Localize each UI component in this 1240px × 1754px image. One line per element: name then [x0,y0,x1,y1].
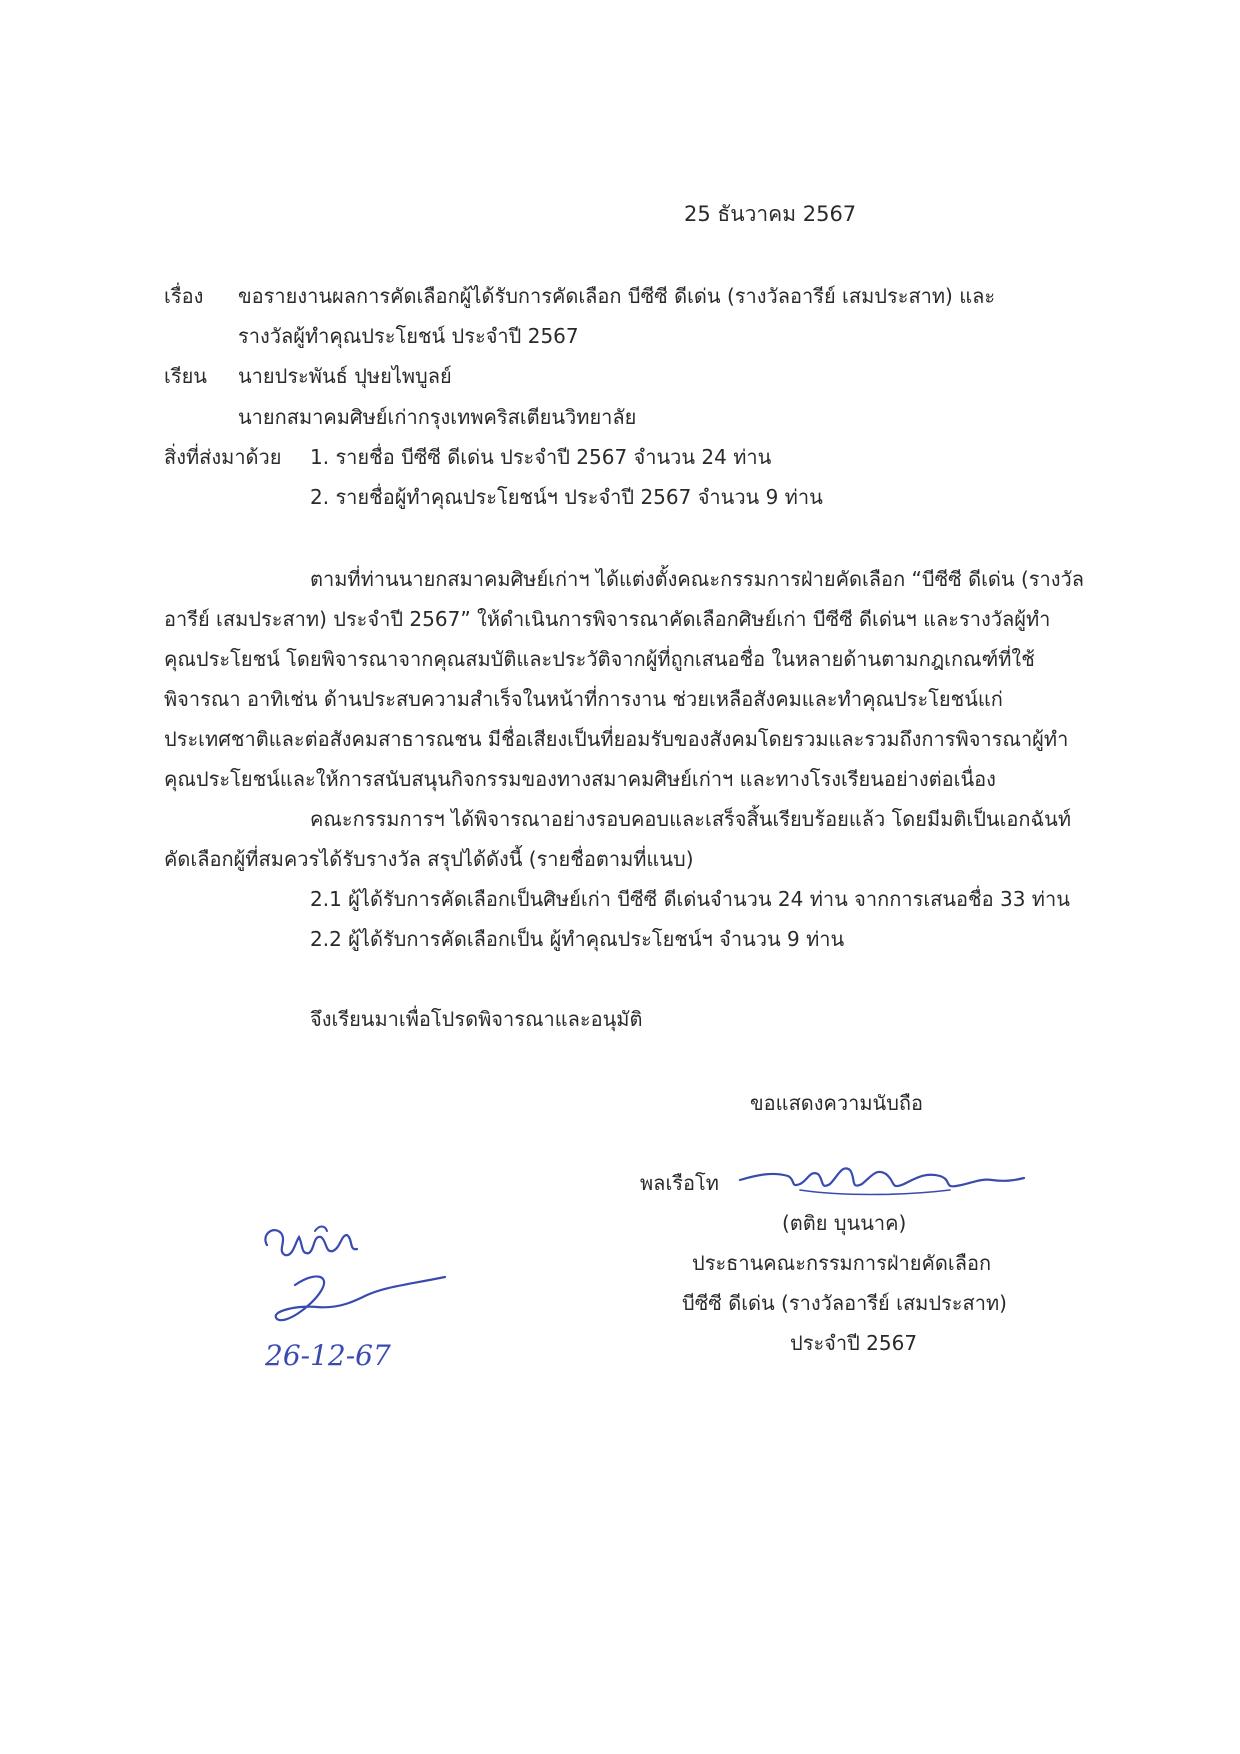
enclosure-item-2: 2. รายชื่อผู้ทำคุณประโยชน์ฯ ประจำปี 2567 จำนวน 9 ท่าน [310,485,823,509]
approval-date: 26-12-67 [265,1339,391,1372]
signer-name: (ตติย บุนนาค) [782,1211,907,1235]
body-p1-line-2: อารีย์ เสมประสาท) ประจำปี 2567” ให้ดำเนินการพิจารณาคัดเลือกศิษย์เก่า บีซีซี ดีเด่นฯ และรางวัลผู้ทำ [164,607,1051,631]
closing-sentence: จึงเรียนมาเพื่อโปรดพิจารณาและอนุมัติ [310,1007,643,1031]
enclosures-label: สิ่งที่ส่งมาด้วย [164,445,282,469]
result-item-2: 2.2 ผู้ได้รับการคัดเลือกเป็น ผู้ทำคุณประโยชน์ฯ จำนวน 9 ท่าน [310,927,845,951]
result-item-1: 2.1 ผู้ได้รับการคัดเลือกเป็นศิษย์เก่า บีซีซี ดีเด่นจำนวน 24 ท่าน จากการเสนอชื่อ 33 ท่าน [310,887,1070,911]
signer-rank: พลเรือโท [640,1171,719,1195]
signer-position-2: บีซีซี ดีเด่น (รางวัลอารีย์ เสมประสาท) [682,1291,1007,1315]
signer-position: ประธานคณะกรรมการฝ่ายคัดเลือก [692,1251,992,1275]
recipient-title: นายกสมาคมศิษย์เก่ากรุงเทพคริสเตียนวิทยาลัย [238,405,637,429]
enclosure-item-1: 1. รายชื่อ บีซีซี ดีเด่น ประจำปี 2567 จำนวน 24 ท่าน [310,445,772,469]
recipient-label: เรียน [164,364,207,388]
subject-line-1: ขอรายงานผลการคัดเลือกผู้ได้รับการคัดเลือก บีซีซี ดีเด่น (รางวัลอารีย์ เสมประสาท) และ [238,284,996,308]
subject-label: เรื่อง [164,284,204,308]
body-p1-line-1: ตามที่ท่านนายกสมาคมศิษย์เก่าฯ ได้แต่งตั้งคณะกรรมการฝ่ายคัดเลือก “บีซีซี ดีเด่น (รางวัล [310,567,1084,591]
body-p1-line-3: คุณประโยชน์ โดยพิจารณาจากคุณสมบัติและประวัติจากผู้ที่ถูกเสนอชื่อ ในหลายด้านตามกฎเกณฑ์ที่ใช้ [164,647,1035,671]
signer-year: ประจำปี 2567 [790,1331,918,1355]
handwritten-signature [730,1150,1030,1210]
handwritten-approval-note [255,1215,455,1385]
body-p1-line-5: ประเทศชาติและต่อสังคมสาธารณชน มีชื่อเสียงเป็นที่ยอมรับของสังคมโดยรวมและรวมถึงการพิจารณาผู้ทำ [164,727,1069,751]
body-p2-line-2: คัดเลือกผู้ที่สมควรได้รับรางวัล สรุปได้ดังนี้ (รายชื่อตามที่แนบ) [164,847,694,871]
letter-date: 25 ธันวาคม 2567 [684,202,857,226]
body-p1-line-4: พิจารณา อาทิเช่น ด้านประสบความสำเร็จในหน้าที่การงาน ช่วยเหลือสังคมและทำคุณประโยชน์แก่ [164,687,1003,711]
subject-line-2: รางวัลผู้ทำคุณประโยชน์ ประจำปี 2567 [238,324,579,348]
regards: ขอแสดงความนับถือ [750,1091,924,1115]
body-p2-line-1: คณะกรรมการฯ ได้พิจารณาอย่างรอบคอบและเสร็จสิ้นเรียบร้อยแล้ว โดยมีมติเป็นเอกฉันท์ [310,807,1072,831]
body-p1-line-6: คุณประโยชน์และให้การสนับสนุนกิจกรรมของทางสมาคมศิษย์เก่าฯ และทางโรงเรียนอย่างต่อเนื่อง [164,767,996,791]
recipient-name: นายประพันธ์ ปุษยไพบูลย์ [238,364,452,388]
